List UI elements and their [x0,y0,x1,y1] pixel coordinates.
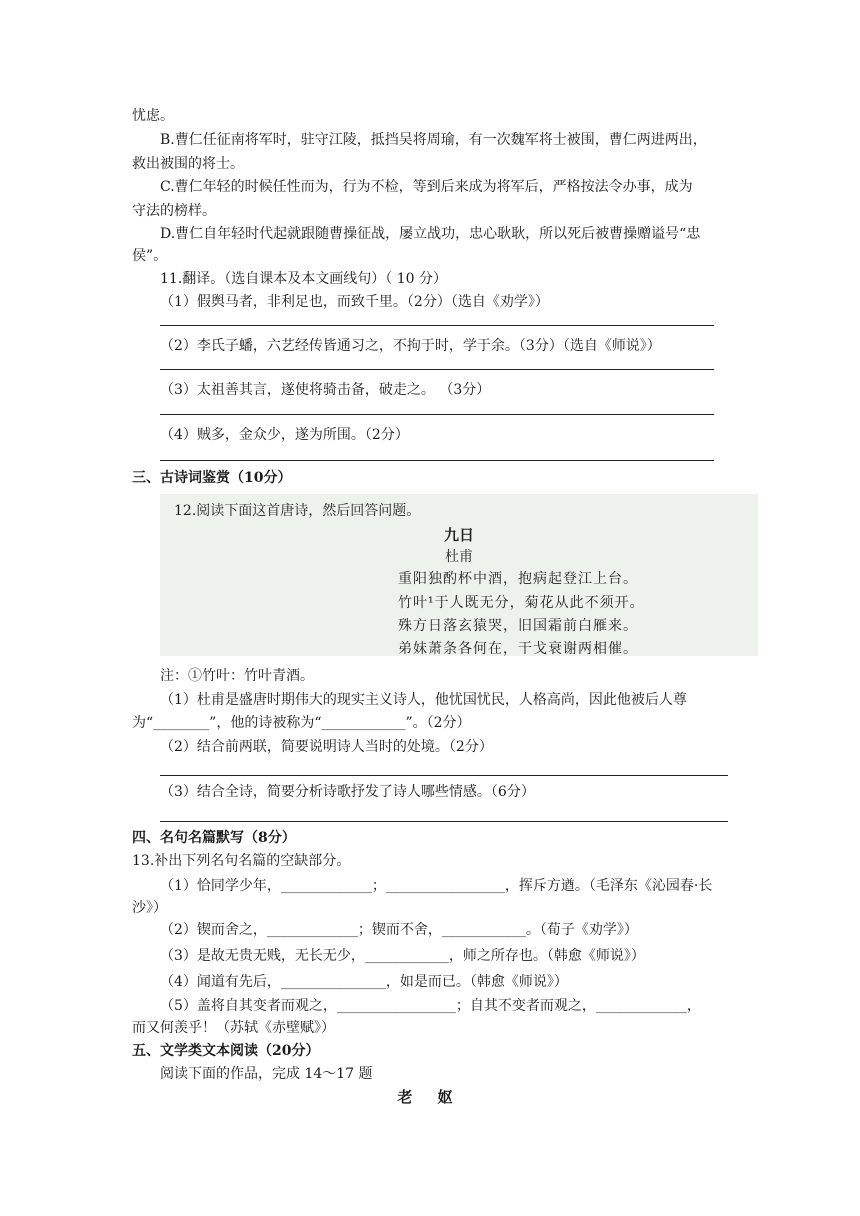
poem-author: 杜甫 [445,549,473,565]
option-d: D.曹仁自年轻时代起就跟随曹操征战，屡立战功，忠心耿耿，所以死后被曹操赠谥号“忠 [160,226,701,242]
section-heading-4: 四、名句名篇默写（8分） [132,830,296,846]
poem-note: 注：①竹叶：竹叶青酒。 [160,668,314,684]
fill-item-1: （1）恰同学少年，_____________；_________________，挥斥方遒。（毛泽东《沁园春·长 [160,878,713,894]
answer-line [160,325,714,326]
poem-line: 殊方日落玄猿哭，旧国霜前白雁来。 [398,618,638,634]
answer-line [160,821,728,822]
text-line: 而又何羡乎！（苏轼《赤壁赋》） [132,1020,335,1036]
poem-question: 12.阅读下面这首唐诗，然后回答问题。 [174,503,421,519]
poem-q1: （1）杜甫是盛唐时期伟大的现实主义诗人，他忧国忧民，人格高尚，因此他被后人尊 [160,692,687,708]
poem-q3: （3）结合全诗，简要分析诗歌抒发了诗人哪些情感。（6分） [160,784,535,800]
answer-line [160,460,714,461]
text-line: 沙》） [132,900,167,916]
question-11: 11.翻译。（选自课本及本文画线句）（ 10 分） [160,271,447,287]
option-c: C.曹仁年轻的时候任性而为，行为不检，等到后来成为将军后，严格按法令办事，成为 [160,179,693,195]
text-line: 为“________”，他的诗被称为“____________”。（2分） [132,715,471,731]
poem-title: 九日 [443,526,474,544]
section-heading-5: 五、文学类文本阅读（20分） [132,1043,320,1059]
translate-item-1: （1）假舆马者，非利足也，而致千里。（2分）（选自《劝学》） [160,294,549,310]
fill-item-2: （2）锲而舍之，_____________；锲而不舍，____________。（荀子《劝学》） [160,922,638,938]
reading-instruction: 阅读下面的作品，完成 14～17 题 [160,1066,373,1082]
poem-line: 重阳独酌杯中酒，抱病起登江上台。 [398,571,638,587]
poem-q2: （2）结合前两联，简要说明诗人当时的处境。（2分） [160,739,493,755]
translate-item-3: （3）太祖善其言，遂使将骑击备，破走之。 （3分） [160,382,491,398]
fill-item-4: （4）闻道有先后，_______________，如是而已。（韩愈《师说》） [160,974,568,990]
answer-line [160,369,714,370]
text-line: 侯”。 [132,248,168,264]
text-line: 守法的榜样。 [132,203,216,219]
answer-line [160,414,714,415]
poem-image [160,494,758,656]
fill-item-5: （5）盖将自其变者而观之，_________________；自其不变者而观之，_____________， [160,998,701,1014]
poem-line: 弟妹萧条各何在，干戈衰谢两相催。 [398,641,638,657]
question-13: 13.补出下列名句名篇的空缺部分。 [132,853,351,869]
text-line: 救出被围的将士。 [132,156,244,172]
option-b: B.曹仁任征南将军时，驻守江陵，抵挡吴将周瑜，有一次魏军将士被围，曹仁两进两出， [160,132,707,148]
article-title: 老 妪 [397,1088,463,1106]
text-line: 忧虑。 [132,108,174,124]
section-heading-3: 三、古诗词鉴赏（10分） [132,470,292,486]
translate-item-4: （4）贼多，金众少，遂为所围。（2分） [160,427,409,443]
fill-item-3: （3）是故无贵无贱，无长无少，____________，师之所存也。（韩愈《师说》） [160,948,645,964]
poem-line: 竹叶¹于人既无分，菊花从此不须开。 [398,595,645,611]
answer-line [160,775,728,776]
translate-item-2: （2）李氏子蟠，六艺经传皆通习之，不拘于时，学于余。（3分）（选自《师说》） [160,338,661,354]
